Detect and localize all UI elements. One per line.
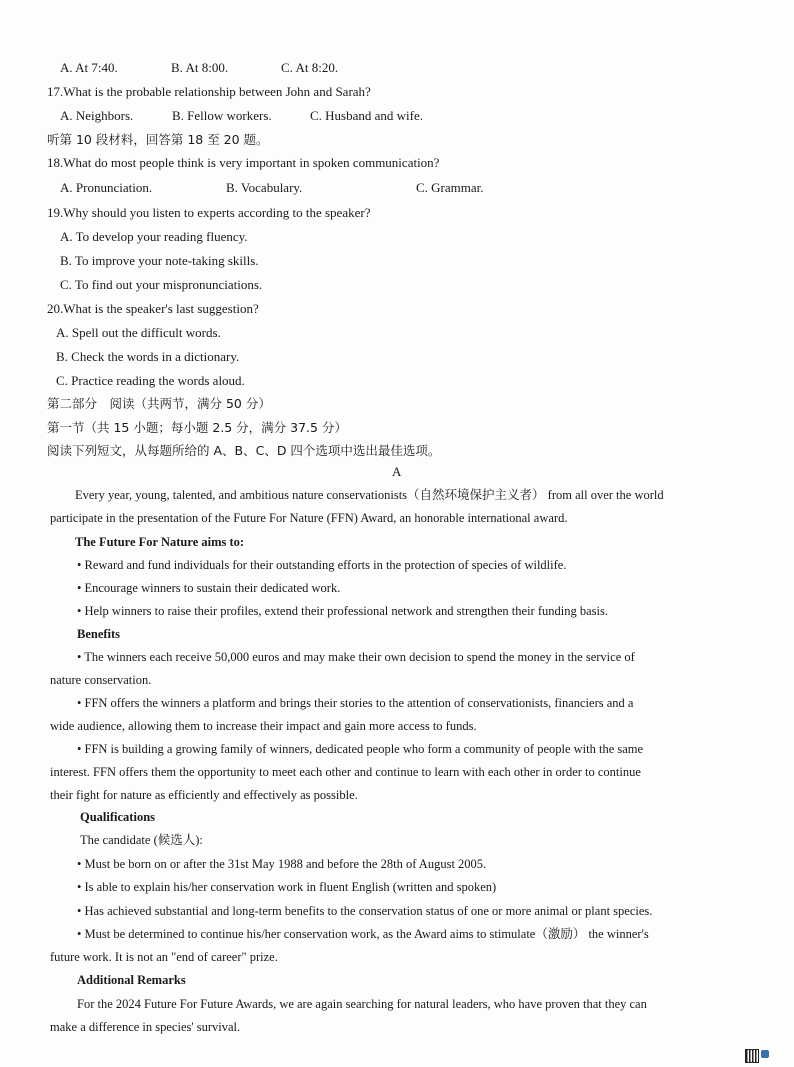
section1-heading: 第一节（共 15 小题；每小题 2.5 分，满分 37.5 分） <box>47 420 347 435</box>
benefit2-line2: wide audience, allowing them to increase their impact and gain more access to funds. <box>50 719 477 733</box>
passage-intro-line1: Every year, young, talented, and ambitious nature conservationists（自然环境保护主义者） from all over the world <box>75 488 664 502</box>
passage-letter: A <box>392 464 402 479</box>
qualification-item: • Has achieved substantial and long-term benefits to the conservation status of one or more animal or plant species. <box>77 904 653 918</box>
q20-option-c: C. Practice reading the words aloud. <box>56 373 245 388</box>
qualification-item-line2: future work. It is not an "end of career" prize. <box>50 950 278 964</box>
q20-question: 20.What is the speaker's last suggestion? <box>47 301 259 316</box>
qualifications-heading: Qualifications <box>80 810 156 824</box>
q18-option-c: C. Grammar. <box>416 180 484 195</box>
benefit1-line1: • The winners each receive 50,000 euros and may make their own decision to spend the money in the service of <box>77 650 635 664</box>
q17-option-c: C. Husband and wife. <box>310 108 424 123</box>
aim-item: • Help winners to raise their profiles, extend their professional network and strengthen their funding basis. <box>77 604 608 618</box>
benefit1-line2: nature conservation. <box>50 673 152 687</box>
q20-option-a: A. Spell out the difficult words. <box>56 325 221 340</box>
benefits-heading: Benefits <box>77 627 121 641</box>
q20-option-b: B. Check the words in a dictionary. <box>56 349 240 364</box>
passage-intro-line2: participate in the presentation of the Future For Nature (FFN) Award, an honorable international award. <box>50 511 568 525</box>
remarks-heading: Additional Remarks <box>77 973 186 987</box>
q18-question: 18.What do most people think is very important in spoken communication? <box>47 155 440 170</box>
q19-option-a: A. To develop your reading fluency. <box>60 229 248 244</box>
q16-option-c: C. At 8:20. <box>281 60 339 75</box>
qualification-item: • Must be born on or after the 31st May 1988 and before the 28th of August 2005. <box>77 857 487 871</box>
remarks-line2: make a difference in species' survival. <box>50 1020 241 1034</box>
reading-instruction: 阅读下列短文，从每题所给的 A、B、C、D 四个选项中选出最佳选项。 <box>47 443 441 458</box>
part2-heading: 第二部分 阅读（共两节，满分 50 分） <box>47 396 271 411</box>
q18-option-a: A. Pronunciation. <box>60 180 153 195</box>
qr-code-icon <box>745 1049 759 1063</box>
q18-option-b: B. Vocabulary. <box>226 180 303 195</box>
section10-instruction: 听第 10 段材料，回答第 18 至 20 题。 <box>47 132 269 147</box>
q16-option-a: A. At 7:40. <box>60 60 118 75</box>
q19-option-c: C. To find out your mispronunciations. <box>60 277 263 292</box>
q17-option-b: B. Fellow workers. <box>172 108 272 123</box>
aim-item: • Encourage winners to sustain their dedicated work. <box>77 581 341 595</box>
q19-option-b: B. To improve your note-taking skills. <box>60 253 259 268</box>
logo-icon <box>761 1050 769 1058</box>
benefit3-line3: their fight for nature as efficiently and effectively as possible. <box>50 788 358 802</box>
q17-option-a: A. Neighbors. <box>60 108 134 123</box>
benefit3-line1: • FFN is building a growing family of winners, dedicated people who form a community of people with the same <box>77 742 644 756</box>
remarks-line1: For the 2024 Future For Future Awards, we are again searching for natural leaders, who have proven that they can <box>77 997 647 1011</box>
q19-question: 19.Why should you listen to experts according to the speaker? <box>47 205 371 220</box>
aims-heading: The Future For Nature aims to: <box>75 535 245 549</box>
q16-option-b: B. At 8:00. <box>171 60 229 75</box>
benefit3-line2: interest. FFN offers them the opportunity to meet each other and continue to learn with each other in order to continue <box>50 765 641 779</box>
qualification-item-line1: • Must be determined to continue his/her conservation work, as the Award aims to stimulate（激励） the winner's <box>77 927 649 941</box>
candidate-line: The candidate (候选人): <box>80 833 203 847</box>
benefit2-line1: • FFN offers the winners a platform and brings their stories to the attention of conservationists, financiers and a <box>77 696 634 710</box>
aim-item: • Reward and fund individuals for their outstanding efforts in the protection of species of wildlife. <box>77 558 567 572</box>
q17-question: 17.What is the probable relationship between John and Sarah? <box>47 84 371 99</box>
qualification-item: • Is able to explain his/her conservation work in fluent English (written and spoken) <box>77 880 497 894</box>
